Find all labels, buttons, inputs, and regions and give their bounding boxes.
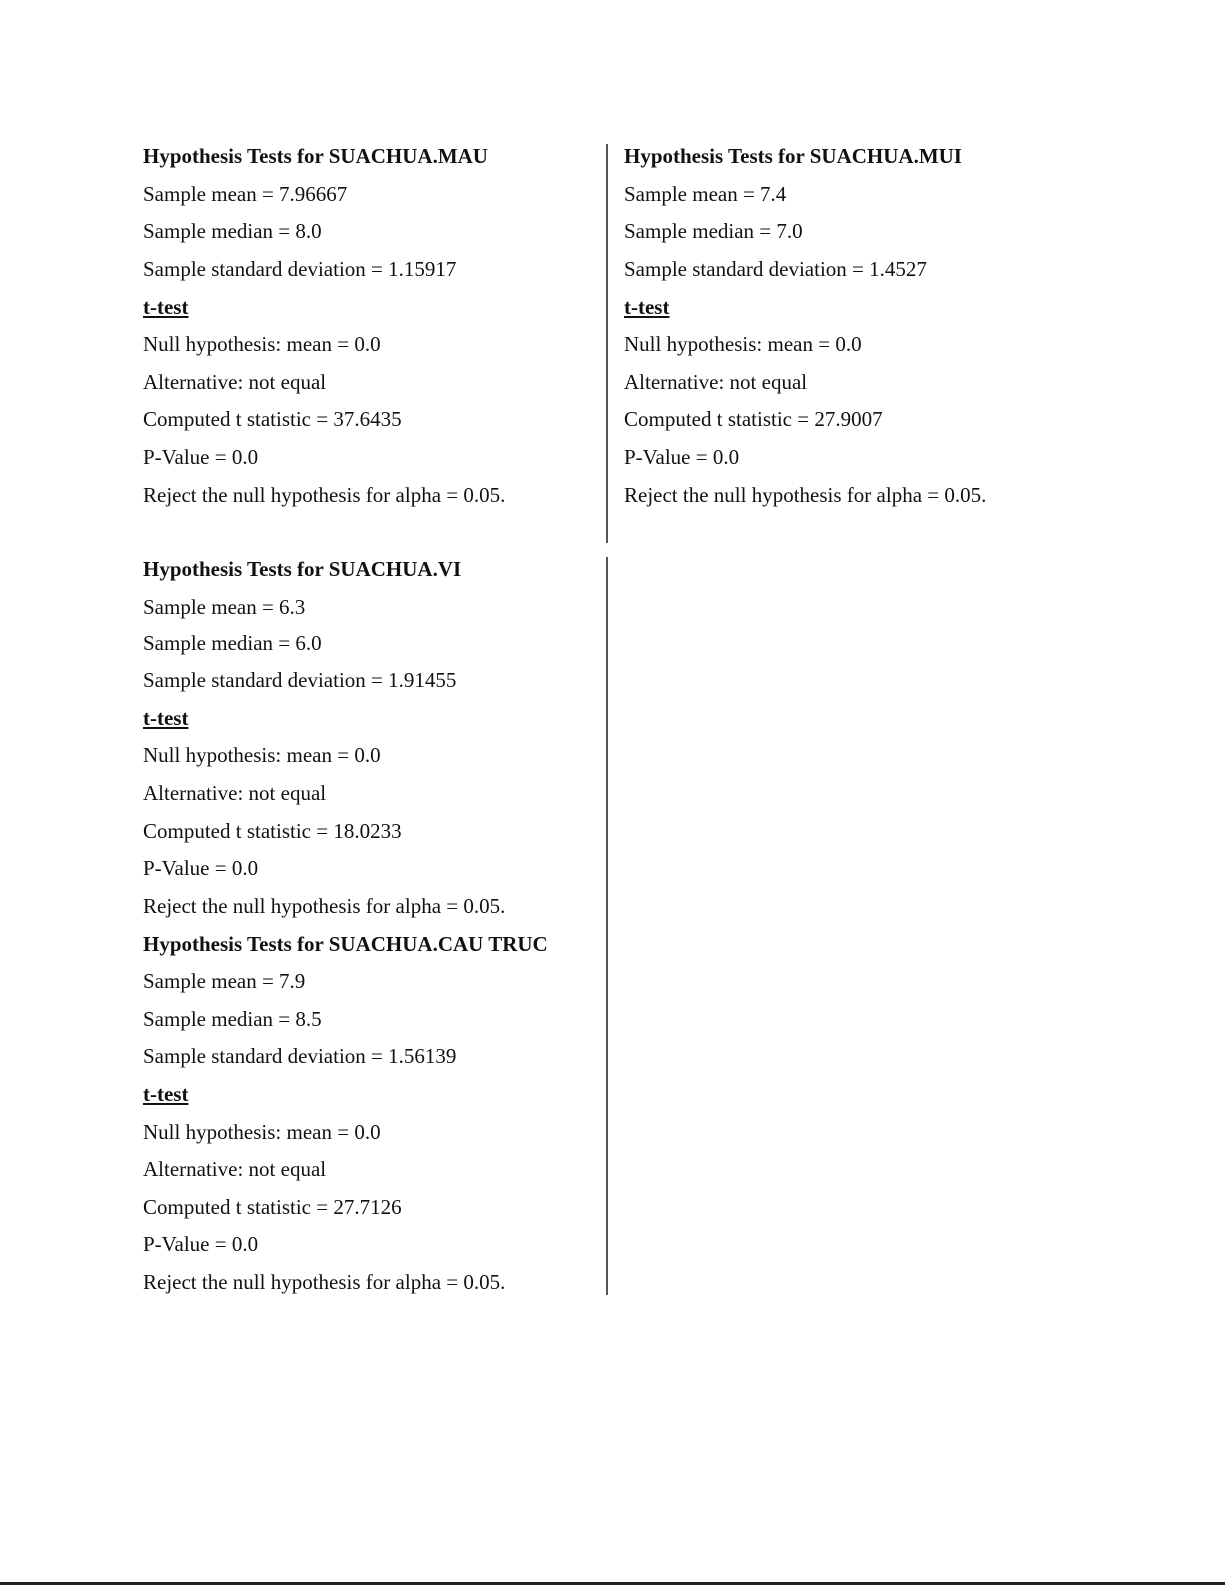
t-statistic: Computed t statistic = 27.9007	[624, 407, 883, 431]
t-statistic: Computed t statistic = 27.7126	[143, 1195, 402, 1219]
alternative-hypothesis: Alternative: not equal	[143, 1157, 327, 1181]
null-hypothesis: Null hypothesis: mean = 0.0	[143, 332, 381, 356]
p-value: P-Value = 0.0	[624, 445, 740, 469]
sample-mean: Sample mean = 7.4	[624, 182, 787, 206]
test-title: Hypothesis Tests for SUACHUA.MAU	[143, 144, 488, 168]
column-divider-bottom	[606, 557, 608, 1295]
sample-mean: Sample mean = 7.96667	[143, 182, 348, 206]
p-value: P-Value = 0.0	[143, 445, 259, 469]
test-title: Hypothesis Tests for SUACHUA.CAU TRUC	[143, 932, 548, 956]
sample-standard-deviation: Sample standard deviation = 1.15917	[143, 257, 457, 281]
t-statistic: Computed t statistic = 37.6435	[143, 407, 402, 431]
null-hypothesis: Null hypothesis: mean = 0.0	[624, 332, 862, 356]
t-test-heading: t-test	[143, 295, 189, 319]
conclusion: Reject the null hypothesis for alpha = 0.05.	[624, 483, 987, 507]
sample-median: Sample median = 7.0	[624, 219, 803, 243]
sample-median: Sample median = 8.0	[143, 219, 322, 243]
sample-standard-deviation: Sample standard deviation = 1.56139	[143, 1044, 457, 1068]
sample-standard-deviation: Sample standard deviation = 1.91455	[143, 668, 457, 692]
test-title: Hypothesis Tests for SUACHUA.MUI	[624, 144, 962, 168]
t-test-heading: t-test	[624, 295, 670, 319]
t-test-heading: t-test	[143, 706, 189, 730]
sample-mean: Sample mean = 7.9	[143, 969, 306, 993]
test-title: Hypothesis Tests for SUACHUA.VI	[143, 557, 462, 581]
alternative-hypothesis: Alternative: not equal	[143, 781, 327, 805]
alternative-hypothesis: Alternative: not equal	[143, 370, 327, 394]
sample-median: Sample median = 8.5	[143, 1007, 322, 1031]
sample-standard-deviation: Sample standard deviation = 1.4527	[624, 257, 927, 281]
null-hypothesis: Null hypothesis: mean = 0.0	[143, 743, 381, 767]
null-hypothesis: Null hypothesis: mean = 0.0	[143, 1120, 381, 1144]
sample-mean: Sample mean = 6.3	[143, 595, 306, 619]
t-test-heading: t-test	[143, 1082, 189, 1106]
column-divider-top	[606, 144, 608, 543]
p-value: P-Value = 0.0	[143, 856, 259, 880]
t-statistic: Computed t statistic = 18.0233	[143, 819, 402, 843]
conclusion: Reject the null hypothesis for alpha = 0.05.	[143, 483, 506, 507]
sample-median: Sample median = 6.0	[143, 631, 322, 655]
p-value: P-Value = 0.0	[143, 1232, 259, 1256]
conclusion: Reject the null hypothesis for alpha = 0.05.	[143, 1270, 506, 1294]
conclusion: Reject the null hypothesis for alpha = 0.05.	[143, 894, 506, 918]
alternative-hypothesis: Alternative: not equal	[624, 370, 808, 394]
